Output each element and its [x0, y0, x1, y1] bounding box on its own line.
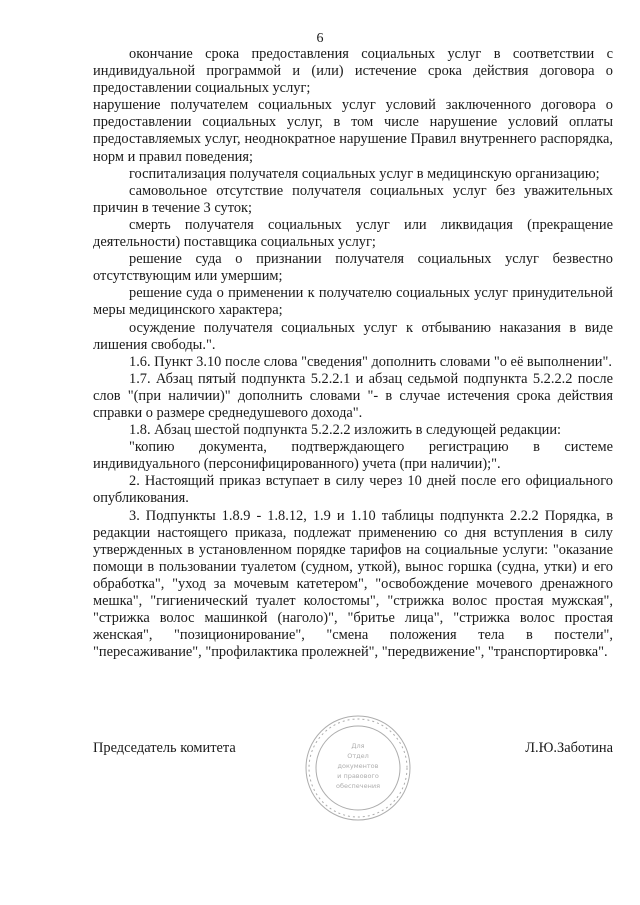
document-body: [93, 46, 613, 661]
paragraph: 3. Подпункты 1.8.9 - 1.8.12, 1.9 и 1.10 таблицы подпункта 2.2.2 Порядка, в редакции настоящего приказа, подлежат применению со дня вступления в силу утвержденных в установленном порядке тарифов на социальные услуги: "оказание помощи в пользовании туалетом (судном, уткой), вынос горшка (судна, утки) и его обработка", "уход за мочевым катетером", "освобождение мочевого дренажного мешка", "гигиенический туалет колостомы", "стрижка волос простая мужская", "стрижка волос машинкой (наголо)", "бритье лица", "стрижка волос простая женская", "позиционирование", "смена положения тела в постели", "пересаживание", "профилактика пролежней", "передвижение", "транспортировка".: [93, 507, 613, 661]
paragraph: 1.8. Абзац шестой подпункта 5.2.2.2 изложить в следующей редакции:: [129, 422, 562, 439]
paragraph: "копию документа, подтверждающего регистрацию в системе индивидуального (персонифицированного) учета (при наличии);".: [93, 439, 613, 473]
paragraph: 2. Настоящий приказ вступает в силу через 10 дней после его официального опубликования.: [93, 473, 613, 507]
signatory-name: Л.Ю.Заботина: [525, 740, 613, 756]
page-number: 6: [316, 31, 324, 46]
paragraph: госпитализация получателя социальных услуг в медицинскую организацию;: [129, 165, 600, 182]
paragraph: решение суда о применении к получателю социальных услуг принудительной меры медицинского характера;: [93, 285, 613, 319]
paragraph: смерть получателя социальных услуг или ликвидация (прекращение деятельности) поставщика социальных услуг;: [93, 216, 613, 251]
seal-text: обеспечения: [335, 782, 381, 790]
paragraph: решение суда о признании получателя социальных услуг безвестно отсутствующим или умершим;: [93, 251, 613, 285]
paragraph: окончание срока предоставления социальных услуг в соответствии с индивидуальной программой и (или) истечение срока действия договора о предоставлении социальных услуг;: [93, 46, 613, 97]
seal-text: и правового: [337, 772, 379, 780]
signatory-title: Председатель комитета: [93, 740, 236, 756]
signature-block: [93, 740, 613, 760]
paragraph: нарушение получателем социальных услуг условий заключенного договора о предоставлении социальных услуг, в том числе нарушение условий оплаты предоставляемых услуг, неоднократное нарушение Правил внутреннего распорядка, норм и правил поведения;: [93, 97, 613, 165]
paragraph: 1.7. Абзац пятый подпункта 5.2.2.1 и абзац седьмой подпункта 5.2.2.2 после слов "(при наличии)" дополнить словами "- в случае истечения срока действия справки о размере среднедушевого дохода".: [93, 370, 613, 421]
seal-text: Отдел: [347, 752, 369, 760]
seal-text: Для: [351, 742, 365, 750]
paragraph: 1.6. Пункт 3.10 после слова "сведения" дополнить словами "о её выполнении".: [129, 353, 612, 370]
seal-text: документов: [337, 762, 379, 770]
paragraph: самовольное отсутствие получателя социальных услуг без уважительных причин в течение 3 суток;: [93, 182, 613, 216]
paragraph: осуждение получателя социальных услуг к отбыванию наказания в виде лишения свободы.".: [93, 319, 613, 353]
official-seal: [288, 712, 428, 822]
